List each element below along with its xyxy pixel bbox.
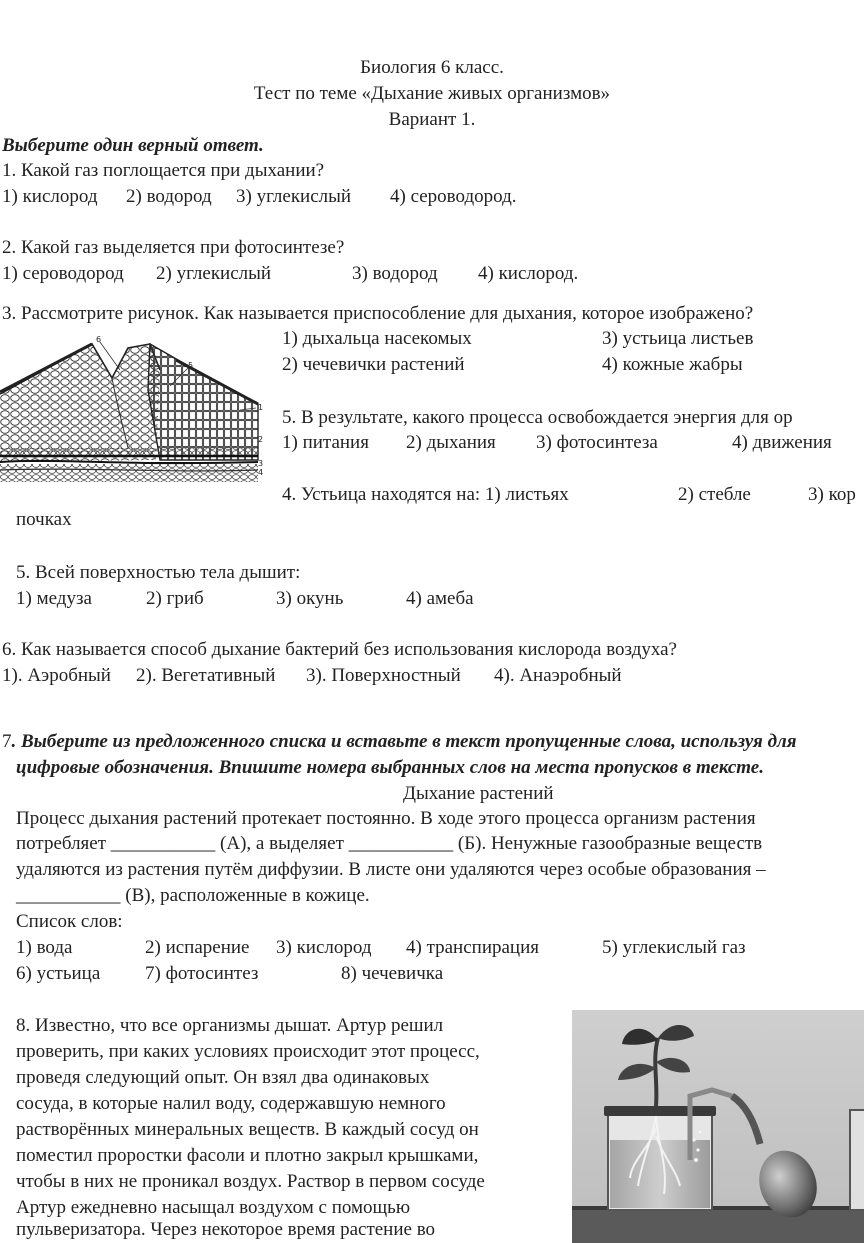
q3-option-3: 3) устьица листьев	[602, 328, 754, 349]
q5a-option-4: 4) движения	[732, 432, 832, 453]
question-5b	[16, 561, 300, 585]
word-5: 5) углекислый газ	[602, 937, 746, 958]
question-8-line-9: пульверизатора. Через некоторое время растение во	[16, 1219, 436, 1240]
q5a-option-3: 3) фотосинтеза	[536, 432, 658, 453]
question-6: 6. Как называется способ дыхание бактерий без использования кислорода воздуха?	[2, 639, 677, 660]
question-text: . Всей поверхностью тела дышит:	[25, 562, 301, 583]
q5a-option-1: 1) питания	[282, 432, 369, 453]
q6-option-4: 4). Анаэробный	[494, 665, 622, 686]
experiment-illustration	[572, 1010, 864, 1243]
question-8-line-8: Артур ежедневно насыщал воздухом с помощью	[16, 1197, 411, 1218]
text-line-3: удаляются из растения путём диффузии. В листе они удаляются через особые образования –	[16, 859, 766, 880]
question-8-line-4: сосуда, в которые налил воду, содержавшую немного	[16, 1093, 446, 1114]
q1-option-1: 1) кислород	[2, 186, 98, 207]
question-8-line-2: проверить, при каких условиях происходит этот процесс,	[16, 1041, 480, 1062]
q2-option-1: 1) сероводород	[2, 263, 124, 284]
question-text: . Устьица находятся на: 1) листьях	[291, 484, 569, 505]
q2-option-2: 2) углекислый	[156, 263, 272, 284]
question-5a: 5. В результате, какого процесса освобождается энергия для ор	[282, 407, 793, 428]
figure-label-5: 5	[188, 361, 194, 370]
question-instruction: . Выберите из предложенного списка и вставьте в текст пропущенные слова, используя для	[11, 731, 797, 752]
text-title: Дыхание растений	[403, 783, 554, 804]
word-1: 1) вода	[16, 937, 73, 958]
q2-option-3: 3) водород	[352, 263, 438, 284]
question-text: . Какой газ выделяется при фотосинтезе?	[11, 237, 345, 258]
q6-option-3: 3). Поверхностный	[306, 665, 461, 686]
q6-option-1: 1). Аэробный	[2, 665, 111, 686]
question-number: 5	[16, 562, 26, 583]
q5b-option-3: 3) окунь	[276, 588, 344, 609]
question-number: 1	[2, 160, 12, 181]
q3-option-4: 4) кожные жабры	[602, 354, 743, 375]
question-8-line-6: поместил проростки фасоли и плотно закрыл крышками,	[16, 1145, 479, 1166]
question-number: 7	[2, 731, 12, 752]
doc-subject: Биология 6 класс.	[360, 57, 504, 78]
question-7	[2, 730, 797, 754]
word-7: 7) фотосинтез	[145, 963, 259, 984]
lenticel-figure	[0, 330, 268, 482]
text-line-2: потребляет ___________ (А), а выделяет ___________ (Б). Ненужные газообразные веществ	[16, 833, 763, 854]
question-number: 4	[282, 484, 292, 505]
q5a-option-2: 2) дыхания	[406, 432, 496, 453]
text-line-1: Процесс дыхания растений протекает постоянно. В ходе этого процесса организм растения	[16, 808, 756, 829]
figure-label-1: 1	[258, 403, 264, 412]
q1-option-2: 2) водород	[126, 186, 212, 207]
question-number: 8	[16, 1015, 26, 1036]
q5b-option-2: 2) гриб	[146, 588, 204, 609]
q2-option-4: 4) кислород.	[478, 263, 579, 284]
doc-title: Тест по теме «Дыхание живых организмов»	[253, 83, 611, 104]
q3-option-2: 2) чечевички растений	[282, 354, 465, 375]
q1-option-4: 4) сероводород.	[390, 186, 517, 207]
figure-label-3: 3	[258, 459, 264, 468]
q5b-option-4: 4) амеба	[406, 588, 474, 609]
q5b-option-1: 1) медуза	[16, 588, 92, 609]
question-text: . Рассмотрите рисунок. Как называется приспособление для дыхания, которое изображено?	[11, 303, 754, 324]
q4-option-2: 2) стебле	[678, 484, 751, 505]
word-list-label: Список слов:	[16, 911, 123, 932]
instruction: Выберите один верный ответ.	[2, 135, 264, 156]
word-2: 2) испарение	[145, 937, 250, 958]
question-3	[2, 302, 753, 326]
question-text: . Известно, что все организмы дышат. Артур решил	[25, 1015, 444, 1036]
question-1	[2, 159, 324, 183]
figure-label-6: 6	[96, 335, 102, 344]
q1-option-3: 3) углекислый	[236, 186, 352, 207]
question-7-instruction-2: цифровые обозначения. Впишите номера выбранных слов на места пропусков в тексте.	[16, 757, 764, 778]
question-8-line-5: растворённых минеральных веществ. В каждый сосуд он	[16, 1119, 479, 1140]
figure-label-4: 4	[258, 468, 264, 477]
question-number: 3	[2, 303, 12, 324]
q3-option-1: 1) дыхальца насекомых	[282, 328, 472, 349]
doc-variant: Вариант 1.	[388, 109, 476, 130]
question-4	[282, 483, 569, 507]
q4-option-3: 3) кор	[808, 484, 856, 505]
word-3: 3) кислород	[276, 937, 372, 958]
question-text: . Какой газ поглощается при дыхании?	[11, 160, 325, 181]
question-2	[2, 236, 344, 260]
question-number: 2	[2, 237, 12, 258]
text-line-4: ___________ (В), расположенные в кожице.	[16, 885, 370, 906]
question-8-line-1	[16, 1014, 443, 1038]
word-4: 4) транспирация	[406, 937, 539, 958]
question-8-line-7: чтобы в них не проникал воздух. Раствор в первом сосуде	[16, 1171, 485, 1192]
q4-continuation: почках	[16, 509, 72, 530]
word-6: 6) устьица	[16, 963, 101, 984]
q6-option-2: 2). Вегетативный	[136, 665, 276, 686]
figure-label-2: 2	[258, 435, 264, 444]
question-8-line-3: проведя следующий опыт. Он взял два одинаковых	[16, 1067, 430, 1088]
word-8: 8) чечевичка	[341, 963, 444, 984]
